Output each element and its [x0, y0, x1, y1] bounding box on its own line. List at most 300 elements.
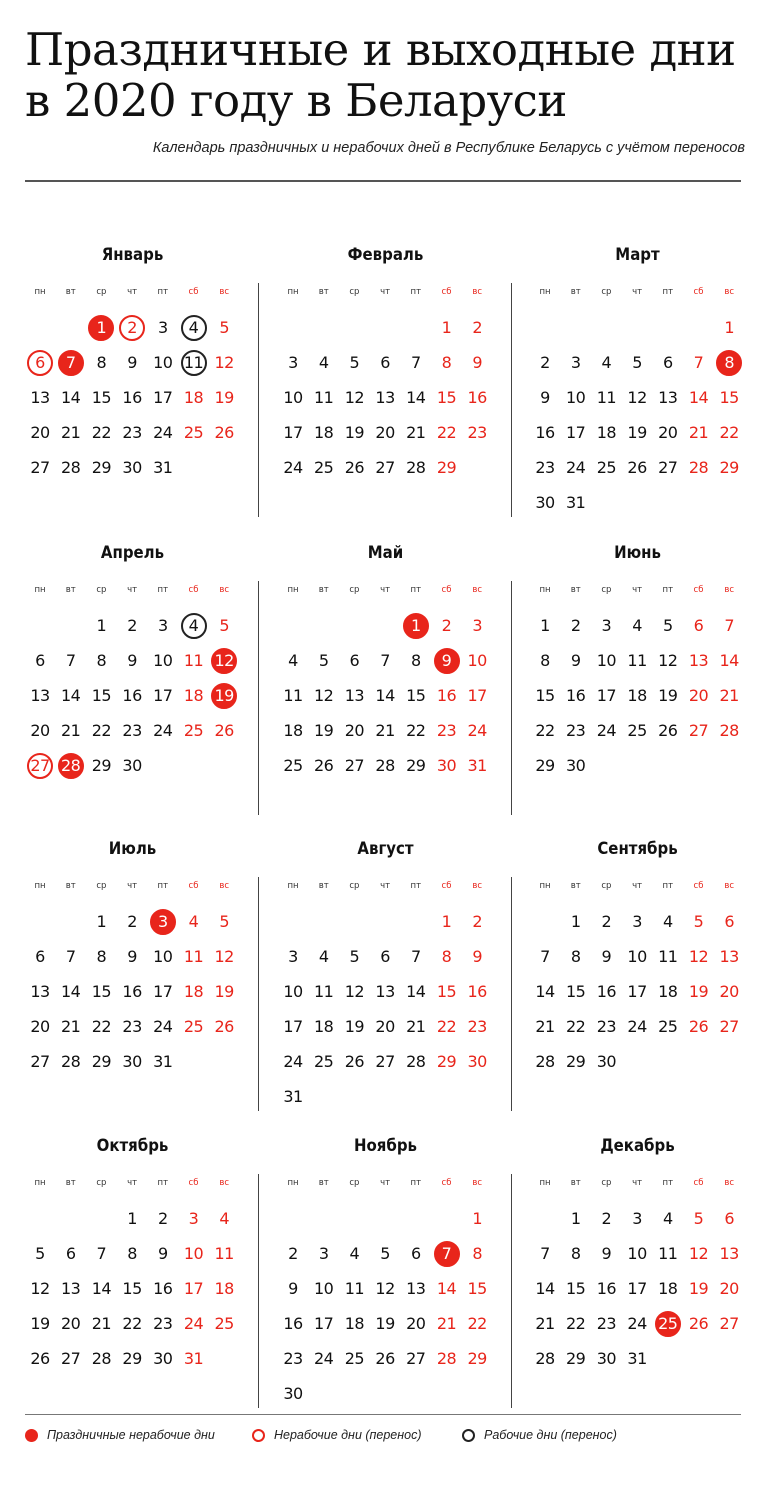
month-name: Ноябрь — [353, 1136, 418, 1156]
calendar-day: 24 — [183, 1314, 204, 1333]
calendar-day: 13 — [30, 982, 50, 1001]
calendar-day: 21 — [375, 721, 395, 740]
calendar-day: 16 — [122, 388, 142, 407]
calendar-day: 2 — [540, 353, 550, 372]
calendar-day: 17 — [153, 982, 173, 1001]
weekday-label: ср — [96, 287, 107, 297]
calendar-day: 12 — [627, 388, 647, 407]
calendar-day: 21 — [406, 423, 426, 442]
calendar-day: 6 — [65, 1244, 76, 1263]
calendar-day: 25 — [183, 721, 204, 740]
calendar-day: 4 — [288, 651, 298, 670]
calendar-day: 23 — [153, 1314, 173, 1333]
calendar-day: 10 — [183, 1244, 204, 1263]
month-separator — [258, 877, 259, 1111]
weekday-label: ср — [601, 585, 612, 595]
calendar-day: 10 — [153, 651, 173, 670]
weekday-label: ср — [96, 585, 107, 595]
calendar-day: 28 — [688, 458, 709, 477]
calendar-day: 31 — [566, 493, 586, 512]
calendar-day: 28 — [91, 1349, 112, 1368]
calendar-day: 10 — [314, 1279, 334, 1298]
calendar-day: 13 — [719, 947, 739, 966]
calendar-day: 18 — [627, 686, 647, 705]
calendar-day: 6 — [410, 1244, 421, 1263]
weekday-label: пн — [539, 287, 551, 297]
calendar-day: 9 — [157, 1244, 168, 1263]
month-block — [25, 543, 260, 843]
calendar-day: 9 — [127, 651, 137, 670]
calendar-day: 8 — [540, 651, 550, 670]
calendar-day: 1 — [96, 616, 107, 635]
calendar-day: 9 — [472, 947, 483, 966]
calendar-day: 25 — [658, 1017, 678, 1036]
weekday-label: пн — [34, 881, 46, 891]
calendar-day: 30 — [122, 458, 142, 477]
calendar-day: 6 — [349, 651, 360, 670]
month-name: Август — [357, 839, 414, 859]
weekday-label: ср — [349, 881, 360, 891]
weekday-label: вт — [570, 1178, 581, 1188]
weekday-label: чт — [380, 881, 391, 891]
calendar-day: 15 — [91, 686, 112, 705]
calendar-day: 20 — [688, 686, 709, 705]
holiday-day: 3 — [150, 909, 176, 935]
calendar-day: 9 — [601, 947, 612, 966]
calendar-day: 28 — [61, 1052, 81, 1071]
calendar-day: 2 — [601, 912, 612, 931]
calendar-day: 22 — [467, 1314, 487, 1333]
calendar-day: 13 — [30, 686, 50, 705]
calendar-day: 3 — [632, 912, 642, 931]
calendar-day: 15 — [566, 1279, 586, 1298]
calendar-day: 7 — [410, 353, 421, 372]
weekday-label: сб — [693, 881, 704, 891]
calendar-day: 22 — [566, 1314, 586, 1333]
holiday-day: 7 — [434, 1241, 460, 1267]
calendar-day: 24 — [314, 1349, 334, 1368]
month-separator — [258, 283, 259, 517]
weekday-label: чт — [632, 1178, 643, 1188]
calendar-day: 1 — [570, 1209, 581, 1228]
calendar-day: 5 — [693, 912, 704, 931]
month-block — [25, 839, 260, 1139]
calendar-day: 14 — [436, 1279, 457, 1298]
calendar-day: 21 — [688, 423, 709, 442]
calendar-day: 23 — [122, 423, 142, 442]
calendar-day: 23 — [122, 1017, 142, 1036]
weekday-label: чт — [127, 881, 138, 891]
calendar-day: 7 — [540, 1244, 550, 1263]
calendar-day: 16 — [596, 1279, 617, 1298]
holiday-day: 8 — [716, 350, 742, 376]
calendar-day: 10 — [566, 388, 586, 407]
calendar-day: 31 — [183, 1349, 204, 1368]
calendar-day: 17 — [153, 686, 173, 705]
calendar-day: 11 — [627, 651, 647, 670]
calendar-day: 24 — [153, 1017, 173, 1036]
calendar-day: 25 — [627, 721, 647, 740]
calendar-day: 19 — [344, 423, 365, 442]
calendar-day: 24 — [283, 1052, 303, 1071]
calendar-day: 18 — [314, 1017, 334, 1036]
calendar-day: 4 — [318, 353, 329, 372]
month-name: Февраль — [347, 245, 424, 265]
calendar-day: 27 — [719, 1314, 739, 1333]
calendar-day: 4 — [662, 1209, 673, 1228]
weekday-label: вс — [472, 1178, 483, 1188]
weekday-label: вс — [724, 287, 735, 297]
month-separator — [511, 1174, 512, 1408]
calendar-day: 8 — [570, 947, 581, 966]
calendar-day: 27 — [658, 458, 678, 477]
calendar-day: 15 — [719, 388, 739, 407]
calendar-day: 6 — [724, 1209, 735, 1228]
holiday-day: 12 — [211, 648, 237, 674]
calendar-day: 23 — [283, 1349, 303, 1368]
calendar-day: 11 — [183, 947, 204, 966]
month-name: Сентябрь — [597, 839, 678, 859]
calendar-day: 9 — [601, 1244, 612, 1263]
calendar-day: 13 — [658, 388, 678, 407]
calendar-day: 21 — [61, 1017, 81, 1036]
calendar-day: 7 — [65, 947, 76, 966]
calendar-day: 8 — [96, 651, 107, 670]
calendar-day: 6 — [662, 353, 673, 372]
calendar-day: 3 — [157, 616, 168, 635]
calendar-day: 16 — [566, 686, 586, 705]
calendar-day: 8 — [96, 353, 107, 372]
calendar-day: 27 — [61, 1349, 81, 1368]
holiday-day: 1 — [88, 315, 114, 341]
calendar-day: 5 — [693, 1209, 704, 1228]
calendar-day: 10 — [467, 651, 487, 670]
calendar-day: 26 — [627, 458, 647, 477]
calendar-day: 3 — [570, 353, 581, 372]
weekday-label: сб — [693, 1178, 704, 1188]
weekday-label: вт — [65, 1178, 76, 1188]
calendar-day: 16 — [596, 982, 617, 1001]
calendar-day: 18 — [314, 423, 334, 442]
calendar-day: 18 — [183, 388, 204, 407]
month-name: Январь — [101, 245, 164, 265]
calendar-day: 17 — [467, 686, 487, 705]
month-separator — [511, 283, 512, 517]
calendar-day: 21 — [406, 1017, 426, 1036]
month-separator — [511, 877, 512, 1111]
weekday-label: вт — [65, 881, 76, 891]
weekday-label: пт — [662, 585, 674, 595]
calendar-day: 20 — [30, 721, 50, 740]
weekday-label: пт — [662, 287, 674, 297]
calendar-day: 20 — [658, 423, 678, 442]
weekday-label: чт — [380, 287, 391, 297]
calendar-day: 5 — [219, 912, 230, 931]
calendar-day: 28 — [535, 1349, 555, 1368]
calendar-day: 1 — [441, 318, 452, 337]
calendar-day: 5 — [632, 353, 642, 372]
month-separator — [258, 581, 259, 815]
calendar-day: 25 — [214, 1314, 234, 1333]
calendar-day: 29 — [719, 458, 739, 477]
calendar-day: 27 — [375, 458, 395, 477]
calendar-day: 9 — [472, 353, 483, 372]
calendar-day: 22 — [91, 423, 112, 442]
calendar-day: 8 — [127, 1244, 137, 1263]
calendar-day: 13 — [719, 1244, 739, 1263]
calendar-day: 22 — [535, 721, 555, 740]
calendar-day: 30 — [467, 1052, 487, 1071]
calendar-day: 12 — [214, 353, 234, 372]
weekday-label: чт — [632, 287, 643, 297]
weekday-label: сб — [693, 585, 704, 595]
calendar-day: 10 — [153, 353, 173, 372]
calendar-day: 18 — [283, 721, 303, 740]
month-block — [25, 245, 260, 545]
calendar-day: 29 — [91, 1052, 112, 1071]
calendar-day: 17 — [183, 1279, 204, 1298]
calendar-day: 25 — [314, 458, 334, 477]
calendar-day: 19 — [314, 721, 334, 740]
calendar-day: 3 — [288, 947, 298, 966]
calendar-day: 26 — [344, 458, 365, 477]
calendar-day: 17 — [283, 1017, 303, 1036]
calendar-day: 28 — [406, 1052, 426, 1071]
weekday-label: пт — [157, 881, 169, 891]
calendar-day: 15 — [535, 686, 555, 705]
calendar-day: 30 — [596, 1052, 617, 1071]
calendar-day: 31 — [467, 756, 487, 775]
weekday-label: ср — [96, 881, 107, 891]
calendar-day: 19 — [344, 1017, 365, 1036]
calendar-day: 1 — [441, 912, 452, 931]
calendar-day: 26 — [214, 721, 234, 740]
weekday-label: сб — [188, 585, 199, 595]
calendar-day: 29 — [566, 1349, 586, 1368]
weekday-label: вт — [65, 585, 76, 595]
calendar-day: 6 — [380, 947, 390, 966]
holiday-day: 1 — [403, 613, 429, 639]
weekday-label: сб — [188, 287, 199, 297]
weekday-label: пн — [287, 585, 299, 595]
month-name: Март — [615, 245, 660, 265]
calendar-day: 22 — [91, 1017, 112, 1036]
calendar-day: 27 — [30, 1052, 50, 1071]
weekday-label: пт — [662, 881, 674, 891]
calendar-day: 22 — [406, 721, 426, 740]
top-divider — [25, 180, 741, 182]
calendar-day: 20 — [406, 1314, 426, 1333]
weekday-label: чт — [632, 585, 643, 595]
calendar-day: 28 — [406, 458, 426, 477]
calendar-day: 14 — [375, 686, 395, 705]
weekday-label: пт — [410, 585, 422, 595]
weekday-label: ср — [601, 881, 612, 891]
calendar-day: 26 — [214, 423, 234, 442]
calendar-day: 5 — [380, 1244, 390, 1263]
calendar-day: 9 — [127, 947, 137, 966]
weekday-label: пт — [157, 1178, 169, 1188]
calendar-day: 16 — [153, 1279, 173, 1298]
weekday-label: пн — [539, 585, 551, 595]
weekday-label: пт — [157, 585, 169, 595]
weekday-label: вт — [570, 287, 581, 297]
weekday-label: пн — [539, 1178, 551, 1188]
bottom-divider — [25, 1414, 741, 1415]
calendar-day: 18 — [658, 1279, 678, 1298]
weekday-label: пн — [34, 1178, 46, 1188]
calendar-day: 25 — [183, 423, 204, 442]
transfer-work-day: 11 — [181, 350, 207, 376]
calendar-day: 27 — [344, 756, 365, 775]
calendar-day: 1 — [570, 912, 581, 931]
calendar-day: 29 — [467, 1349, 487, 1368]
weekday-label: ср — [349, 287, 360, 297]
calendar-day: 12 — [344, 388, 365, 407]
weekday-label: чт — [127, 585, 138, 595]
calendar-day: 12 — [658, 651, 678, 670]
month-block — [278, 839, 513, 1139]
month-separator — [258, 1174, 259, 1408]
calendar-day: 4 — [219, 1209, 230, 1228]
calendar-day: 7 — [693, 353, 704, 372]
calendar-day: 29 — [436, 458, 457, 477]
calendar-day: 4 — [188, 912, 199, 931]
month-block — [278, 543, 513, 843]
calendar-day: 29 — [91, 458, 112, 477]
calendar-day: 2 — [570, 616, 581, 635]
calendar-day: 21 — [719, 686, 739, 705]
calendar-day: 26 — [30, 1349, 50, 1368]
calendar-day: 28 — [719, 721, 739, 740]
calendar-day: 1 — [540, 616, 550, 635]
calendar-day: 22 — [436, 1017, 457, 1036]
calendar-day: 6 — [35, 947, 45, 966]
calendar-day: 9 — [570, 651, 581, 670]
calendar-day: 18 — [658, 982, 678, 1001]
holiday-day: 25 — [655, 1311, 681, 1337]
calendar-day: 10 — [627, 1244, 647, 1263]
calendar-day: 14 — [535, 982, 555, 1001]
calendar-day: 9 — [127, 353, 137, 372]
calendar-day: 8 — [472, 1244, 483, 1263]
calendar-day: 23 — [436, 721, 457, 740]
calendar-day: 26 — [688, 1314, 709, 1333]
calendar-day: 11 — [283, 686, 303, 705]
weekday-label: вс — [472, 585, 483, 595]
calendar-day: 10 — [153, 947, 173, 966]
calendar-day: 20 — [375, 1017, 395, 1036]
calendar-day: 5 — [349, 353, 360, 372]
calendar-day: 16 — [122, 686, 142, 705]
calendar-day: 22 — [122, 1314, 142, 1333]
calendar-day: 26 — [688, 1017, 709, 1036]
red-ring-icon — [252, 1429, 265, 1442]
calendar-day: 20 — [30, 1017, 50, 1036]
calendar-day: 24 — [283, 458, 303, 477]
calendar-day: 27 — [375, 1052, 395, 1071]
transfer-off-day: 6 — [27, 350, 53, 376]
weekday-label: вт — [65, 287, 76, 297]
calendar-day: 29 — [406, 756, 426, 775]
calendar-day: 19 — [658, 686, 678, 705]
filled-red-circle-icon — [25, 1429, 38, 1442]
calendar-day: 14 — [406, 982, 426, 1001]
calendar-day: 24 — [566, 458, 586, 477]
weekday-label: чт — [380, 1178, 391, 1188]
calendar-day: 5 — [318, 651, 329, 670]
legend-transfer-work — [462, 1428, 617, 1442]
calendar-day: 20 — [375, 423, 395, 442]
calendar-day: 19 — [214, 388, 234, 407]
calendar-day: 5 — [35, 1244, 45, 1263]
weekday-label: чт — [127, 1178, 138, 1188]
calendar-day: 18 — [214, 1279, 234, 1298]
calendar-day: 5 — [219, 318, 230, 337]
calendar-day: 13 — [61, 1279, 81, 1298]
legend-holiday-label: Праздничные нерабочие дни — [47, 1428, 215, 1442]
calendar-day: 13 — [344, 686, 365, 705]
calendar-day: 29 — [91, 756, 112, 775]
month-name: Май — [367, 543, 404, 563]
calendar-day: 23 — [596, 1017, 617, 1036]
calendar-day: 2 — [441, 616, 452, 635]
calendar-day: 13 — [375, 388, 395, 407]
calendar-day: 9 — [288, 1279, 298, 1298]
holiday-day: 28 — [58, 753, 84, 779]
calendar-day: 26 — [658, 721, 678, 740]
title-line-1: Праздничные и выходные дни — [25, 23, 736, 76]
calendar-day: 31 — [153, 1052, 173, 1071]
calendar-day: 17 — [283, 423, 303, 442]
weekday-label: пн — [287, 881, 299, 891]
calendar-day: 11 — [314, 982, 334, 1001]
calendar-day: 5 — [349, 947, 360, 966]
calendar-day: 20 — [344, 721, 365, 740]
weekday-label: ср — [349, 585, 360, 595]
calendar-day: 2 — [127, 912, 137, 931]
legend-holiday — [25, 1428, 215, 1442]
calendar-day: 31 — [283, 1087, 303, 1106]
calendar-day: 14 — [406, 388, 426, 407]
calendar-day: 27 — [406, 1349, 426, 1368]
calendar-day: 25 — [596, 458, 617, 477]
month-block — [530, 839, 765, 1139]
calendar-day: 6 — [35, 651, 45, 670]
weekday-label: сб — [188, 881, 199, 891]
calendar-day: 20 — [61, 1314, 81, 1333]
calendar-day: 28 — [535, 1052, 555, 1071]
calendar-day: 29 — [535, 756, 555, 775]
calendar-day: 11 — [658, 947, 678, 966]
calendar-day: 19 — [627, 423, 647, 442]
black-ring-icon — [462, 1429, 475, 1442]
calendar-day: 6 — [380, 353, 390, 372]
weekday-label: сб — [693, 287, 704, 297]
calendar-day: 14 — [535, 1279, 555, 1298]
calendar-day: 16 — [467, 982, 487, 1001]
calendar-day: 24 — [467, 721, 487, 740]
weekday-label: чт — [380, 585, 391, 595]
calendar-day: 7 — [65, 651, 76, 670]
calendar-day: 1 — [724, 318, 735, 337]
calendar-day: 22 — [436, 423, 457, 442]
weekday-label: ср — [96, 1178, 107, 1188]
calendar-day: 21 — [436, 1314, 457, 1333]
weekday-label: чт — [632, 881, 643, 891]
calendar-day: 23 — [596, 1314, 617, 1333]
legend-transfer-work-label: Рабочие дни (перенос) — [484, 1428, 617, 1442]
